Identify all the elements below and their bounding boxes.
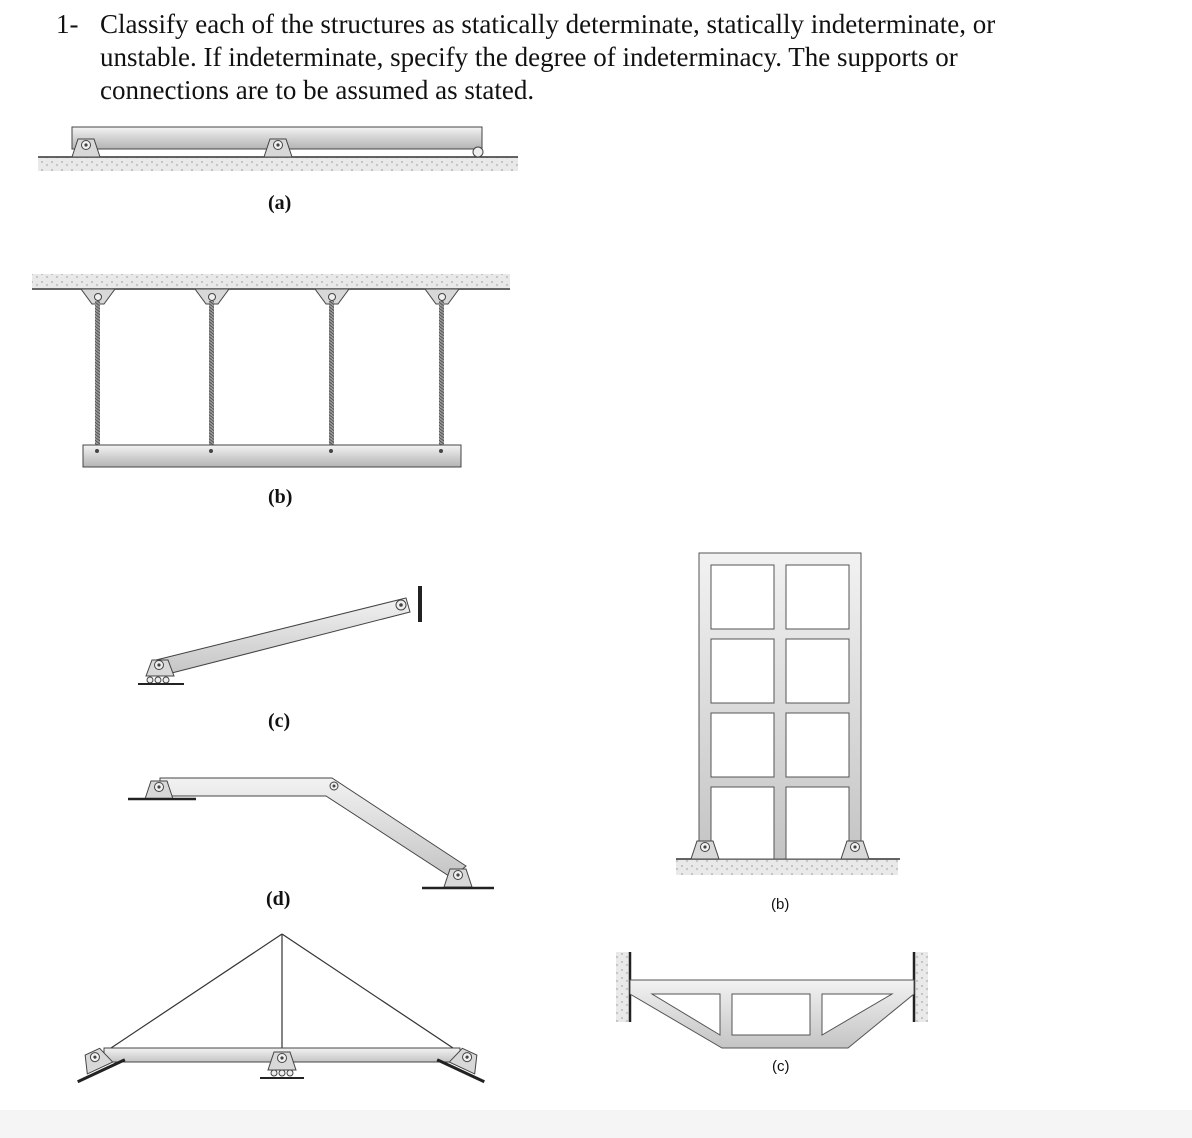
label-b: (b) [268, 486, 293, 508]
label-frame-c: (c) [772, 1058, 790, 1075]
cable [315, 289, 349, 449]
problem-number: 1- [56, 9, 79, 39]
figure-c-inclined-member [138, 586, 420, 684]
figure-a-beam [38, 127, 518, 171]
figure-e-truss [69, 934, 493, 1082]
page-bottom-strip [0, 1110, 1192, 1138]
cable [195, 289, 229, 449]
ceiling [32, 274, 510, 288]
ground-frame-b [676, 859, 898, 875]
wall-left [616, 952, 630, 1022]
label-a: (a) [268, 192, 292, 214]
label-d: (d) [266, 888, 291, 910]
roller-support [473, 147, 483, 157]
figure-frame-c [616, 952, 928, 1048]
ground-a [38, 157, 518, 171]
label-frame-b: (b) [771, 896, 790, 913]
figure-d-bent-member [128, 778, 494, 888]
problem-text: Classify each of the structures as statically determinate, statically indeterminate, or unstable. If indeterminate, specify the degree of indeterminacy. The supports or connections are to be assumed as stated. [100, 9, 996, 105]
figure-b-hanging-beam [32, 274, 510, 467]
label-c: (c) [268, 710, 291, 732]
figure-frame-b [676, 553, 900, 875]
cable [81, 289, 115, 449]
wall-right [914, 952, 928, 1022]
cable [425, 289, 459, 449]
